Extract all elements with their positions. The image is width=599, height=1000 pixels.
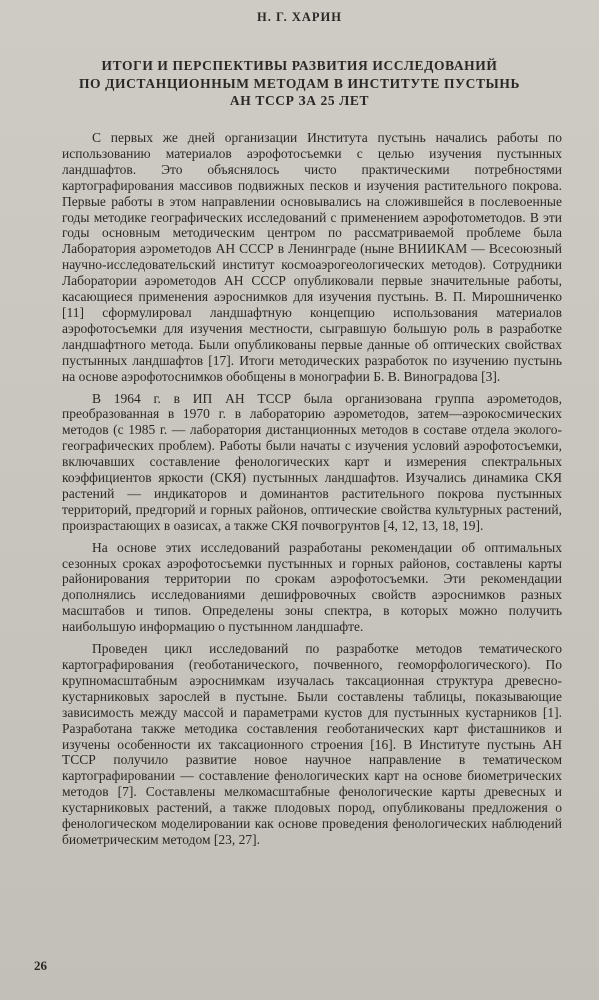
article-title (40, 57, 559, 110)
title-line-3: АН ТССР ЗА 25 ЛЕТ (229, 93, 370, 108)
author-header: Н. Г. ХАРИН (257, 10, 342, 24)
title-line-1: ИТОГИ И ПЕРСПЕКТИВЫ РАЗВИТИЯ ИССЛЕДОВАНИЙ (101, 58, 498, 73)
paragraph-3: На основе этих исследований разработаны рекомендации об оптимальных сезонных сроках аэрофотосъемки пустынных и горных районов, составлены карты районирования территории по срокам аэрофотосъемки. Эти рекомендации дополнялись исследованиями дешифровочных свойств аэроснимков разных масштабов и типов. Определены зоны спектра, в которых можно получить наибольшую информацию о пустынном ландшафте. (62, 539, 562, 635)
paragraph-4: Проведен цикл исследований по разработке методов тематического картографирования (геоботанического, почвенного, геоморфологического). По крупномасштабным аэроснимкам изучалась таксационная структура древесно-кустарниковых зарослей в пустыне. Были составлены таблицы, показывающие зависимость между массой и параметрами кустов для пустынных кустарников [1]. Разработана также методика составления геоботанических карт фисташников и изучены особенности их таксационного строения [16]. В Институте пустынь АН ТССР получило развитие новое научное направление в тематическом картографировании — составление фенологических карт на основе биометрических методов [7]. Составлены мелкомасштабные фенологические карты древесных и кустарниковых растений, а также плодовых пород, опубликованы предложения о фенологическом моделировании как основе проведения фенологических наблюдений биометрическим методом [23, 27]. (62, 641, 562, 847)
article-body (62, 130, 562, 854)
title-line-2: ПО ДИСТАНЦИОННЫМ МЕТОДАМ В ИНСТИТУТЕ ПУСТЫНЬ (78, 75, 521, 91)
paragraph-2: В 1964 г. в ИП АН ТССР была организована группа аэрометодов, преобразованная в 1970 г. в лабораторию аэрометодов, затем—аэрокосмических методов (с 1985 г. — лаборатория дистанционных методов в составе отдела эколого-географических проблем). Работы были начаты с изучения условий аэрофотосъемки, включавших составление фенологических карт и измерения спектральных коэффициентов яркости (СКЯ) пустынных ландшафтов. Изучались динамика СКЯ растений — индикаторов и доминантов растительного покрова пустынных территорий, предгорий и горных районов, оптические свойства культурных растений, произрастающих в оазисах, а также СКЯ почвогрунтов [4, 12, 13, 18, 19]. (62, 390, 562, 533)
page-number: 26 (34, 958, 47, 973)
paragraph-1: С первых же дней организации Института пустынь начались работы по использованию материалов аэрофотосъемки с целью изучения пустынных ландшафтов. Это объяснялось чисто практическими потребностями картографирования массивов подвижных песков и изучения растительного покрова. Первые работы в этом направлении основывались на сложившейся в послевоенные годы методике географических исследований с применением аэрофотометодов. В эти годы основным методическим центром по рассматриваемой проблеме была Лаборатория аэрометодов АН СССР в Ленинграде (ныне ВНИИКАМ — Всесоюзный научно-исследовательский институт космоаэрогеологических методов). Сотрудники Лаборатории аэрометодов АН СССР опубликовали первые значительные работы, касающиеся применения аэроснимков для изучения пустынь. В. П. Мирошниченко [11] сформулировал ландшафтную концепцию использования материалов аэрофотосъемки для изучения местности, сыгравшую большую роль в разработке ландшафтного метода. Были опубликованы первые данные об оптических свойствах пустынных ландшафтов [17]. Итоги методических разработок по изучению пустынь на основе аэрофотоснимков обобщены в монографии Б. В. Виноградова [3]. (62, 130, 562, 384)
